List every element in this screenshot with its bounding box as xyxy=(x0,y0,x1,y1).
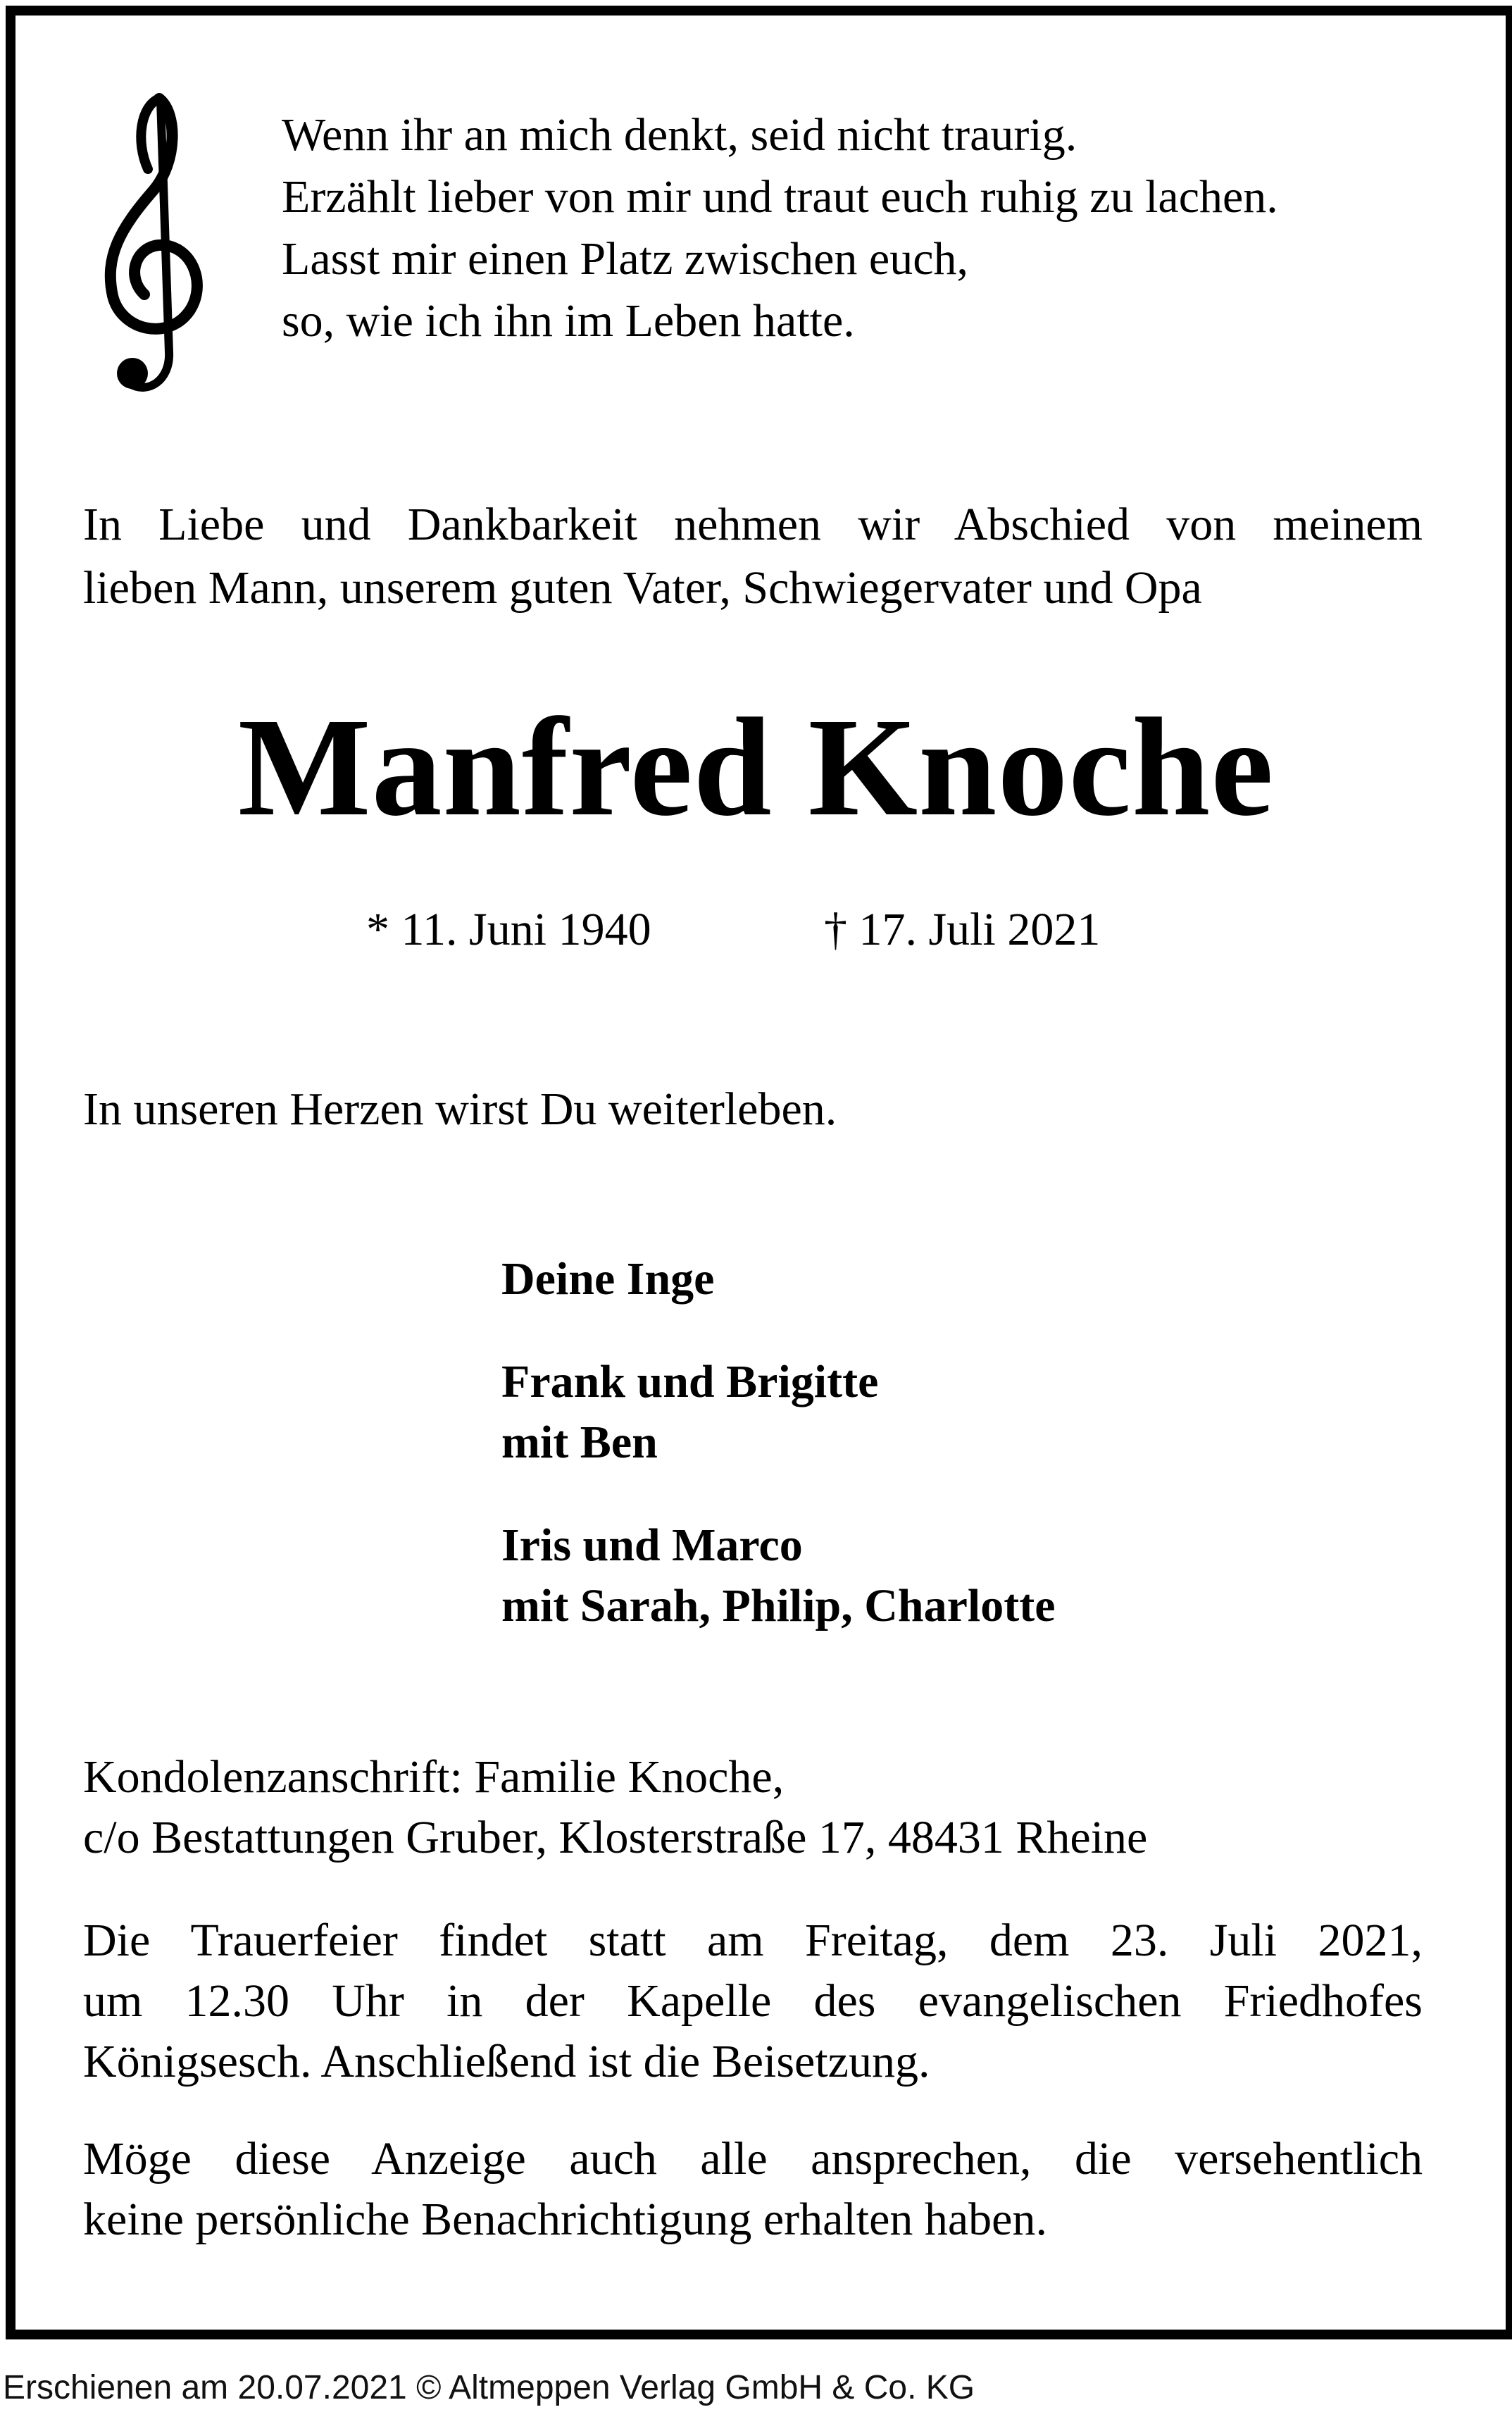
publication-footer: Erschienen am 20.07.2021 © Altmeppen Verlag GmbH & Co. KG xyxy=(3,2369,975,2406)
memory-line: In unseren Herzen wirst Du weiterleben. xyxy=(83,1083,837,1135)
family-line: Deine Inge xyxy=(501,1253,715,1305)
intro-line: In Liebe und Dankbarkeit nehmen wir Abschied von meinem xyxy=(83,499,1423,550)
treble-clef-icon xyxy=(92,85,211,409)
poem-line: so, wie ich ihn im Leben hatte. xyxy=(282,295,855,347)
birth-date: * 11. Juni 1940 xyxy=(366,904,651,955)
condolence-line: c/o Bestattungen Gruber, Klosterstraße 17, 48431 Rheine xyxy=(83,1812,1148,1863)
notice-text xyxy=(83,2129,1423,2250)
poem-line: Wenn ihr an mich denkt, seid nicht traurig. xyxy=(282,109,1077,161)
death-date: † 17. Juli 2021 xyxy=(824,904,1101,955)
poem-line: Erzählt lieber von mir und traut euch ruhig zu lachen. xyxy=(282,171,1278,223)
notice-line: Möge diese Anzeige auch alle ansprechen, die versehentlich xyxy=(83,2133,1423,2184)
funeral-line: Die Trauerfeier findet statt am Freitag, dem 23. Juli 2021, xyxy=(83,1915,1423,1966)
notice-line: keine persönliche Benachrichtigung erhalten haben. xyxy=(83,2194,1047,2245)
family-signatures xyxy=(501,1249,1056,1679)
funeral-line: um 12.30 Uhr in der Kapelle des evangelischen Friedhofes xyxy=(83,1975,1423,2027)
family-line: Iris und Marco xyxy=(501,1519,803,1571)
family-line: mit Sarah, Philip, Charlotte xyxy=(501,1580,1056,1631)
poem-line: Lasst mir einen Platz zwischen euch, xyxy=(282,233,969,285)
family-group xyxy=(501,1249,1056,1310)
family-group xyxy=(501,1352,1056,1473)
family-group xyxy=(501,1515,1056,1636)
condolence-line: Kondolenzanschrift: Familie Knoche, xyxy=(83,1751,785,1803)
family-line: Frank und Brigitte xyxy=(501,1356,879,1407)
deceased-name: Manfred Knoche xyxy=(237,690,1275,845)
poem xyxy=(282,104,1278,352)
family-line: mit Ben xyxy=(501,1417,658,1468)
funeral-line: Königsesch. Anschließend ist die Beisetzung. xyxy=(83,2036,930,2087)
farewell-intro xyxy=(83,493,1423,620)
condolence-address xyxy=(83,1747,1423,1868)
intro-line: lieben Mann, unserem guten Vater, Schwiegervater und Opa xyxy=(83,562,1202,614)
funeral-info xyxy=(83,1910,1423,2092)
